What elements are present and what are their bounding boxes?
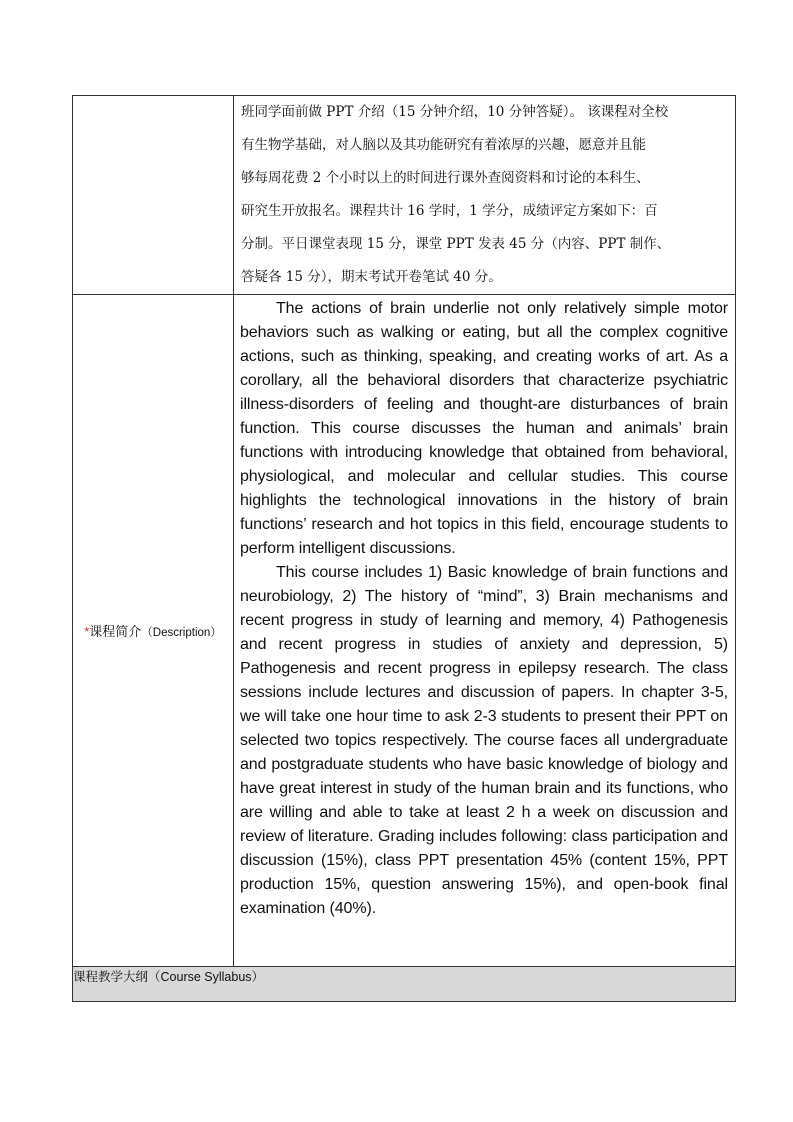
table-row-description xyxy=(73,295,736,967)
description-label-en: （Description） xyxy=(141,627,222,639)
description-paragraph-1: The actions of brain underlie not only relatively simple motor behaviors such as walking or eating, but all the complex cognitive actions, such as thinking, speaking, and creating works of art. As a corollary, all the behavioral disorders that characterize psychiatric illness-disorders of feeling and thought-are disturbances of brain function. This course discusses the human and animals’ brain functions with introducing knowledge that obtained from behavioral, physiological, and molecular and cellular studies. This course highlights the technological innovations in the history of brain functions’ research and hot topics in this field, encourage students to perform intelligent discussions. xyxy=(240,300,728,557)
grading-cn-text xyxy=(234,96,735,294)
cn-line: 够每周花费 2 个小时以上的时间进行课外查阅资料和讨论的本科生、 xyxy=(241,170,650,186)
empty-label-cell xyxy=(73,96,234,295)
course-info-table xyxy=(72,95,736,1002)
syllabus-label-cn: 课程教学大纲 xyxy=(73,970,149,984)
description-text xyxy=(234,295,735,921)
description-label-cn: 课程简介 xyxy=(89,624,142,639)
grading-cn-cell xyxy=(234,96,736,295)
cn-line: 班同学面前做 PPT 介绍（15 分钟介绍，10 分钟答疑）。 该课程对全校 xyxy=(241,104,669,120)
required-star: * xyxy=(84,624,90,639)
description-label-cell xyxy=(73,295,234,967)
syllabus-label-en: （Course Syllabus） xyxy=(148,970,265,984)
cn-line: 答疑各 15 分），期末考试开卷笔试 40 分。 xyxy=(241,269,502,285)
description-paragraph-2: This course includes 1) Basic knowledge of brain functions and neurobiology, 2) The history of “mind”, 3) Brain mechanisms and recent progress in study of learning and memory, 4) Pathogenesis and recent progress in studies of anxiety and depression, 5) Pathogenesis and recent progress in epilepsy research. The class sessions include lectures and discussion of papers. In chapter 3-5, we will take one hour time to ask 2-3 students to present their PPT on selected two topics respectively. The course faces all undergraduate and postgraduate students who have basic knowledge of biology and have great interest in study of the human brain and its functions, who are willing and able to take at least 2 h a week on discussion and review of literature. Grading includes following: class participation and discussion (15%), class PPT presentation 45% (content 15%, PPT production 15%, question answering 15%), and open-book final examination (40%). xyxy=(240,564,728,917)
cn-line: 研究生开放报名。课程共计 16 学时，1 学分，成绩评定方案如下：百 xyxy=(241,203,658,219)
cn-line: 分制。平日课堂表现 15 分，课堂 PPT 发表 45 分（内容、PPT 制作、 xyxy=(241,236,671,252)
syllabus-header-cell xyxy=(73,967,736,1002)
description-text-cell xyxy=(234,295,736,967)
cn-line: 有生物学基础，对人脑以及其功能研究有着浓厚的兴趣，愿意并且能 xyxy=(241,137,646,153)
table-row-grading-cn xyxy=(73,96,736,295)
table-row-syllabus-header xyxy=(73,967,736,1002)
